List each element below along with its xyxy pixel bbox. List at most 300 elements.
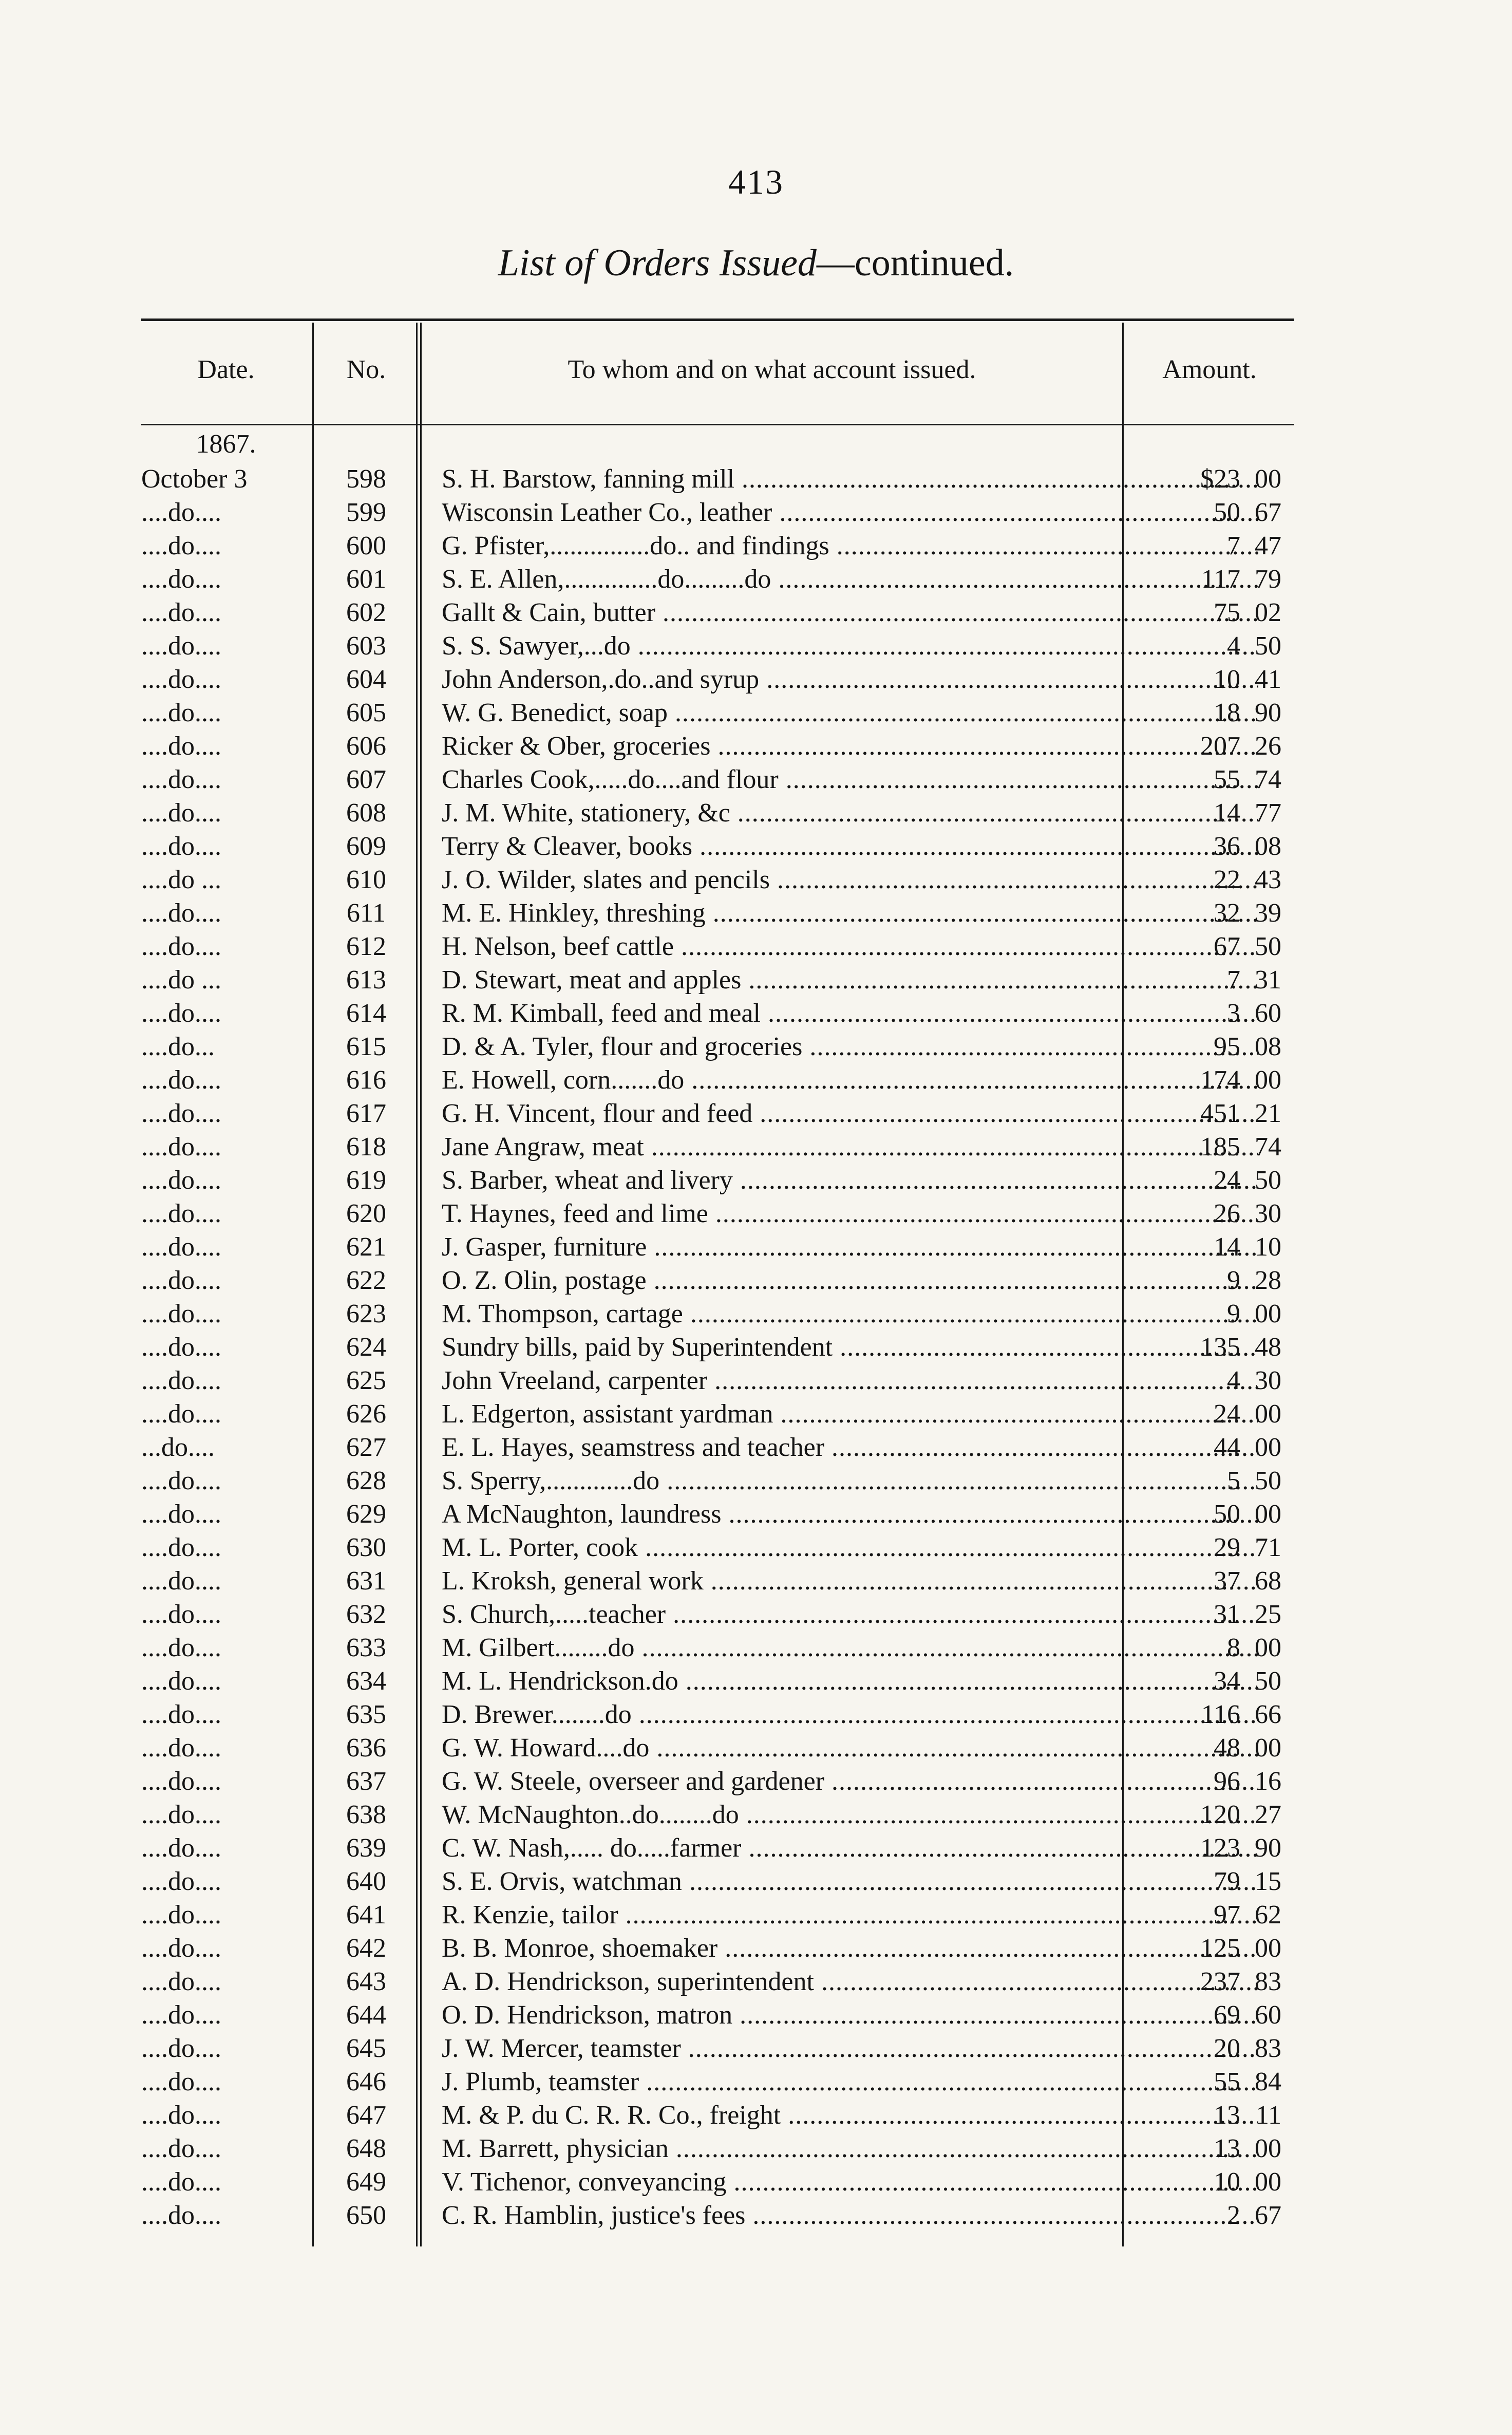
- table-row: [141, 1664, 1294, 1698]
- row-amount-cents: 11: [1255, 2101, 1281, 2130]
- row-amount: [1138, 1130, 1292, 1164]
- row-amount: [1138, 1464, 1292, 1497]
- page-title-rest: —continued.: [816, 242, 1014, 284]
- row-order-number: 650: [346, 2201, 386, 2230]
- row-date: ....do....: [141, 999, 221, 1028]
- row-description: W. G. Benedict, soap .....: [442, 696, 1258, 729]
- row-amount: [1138, 1097, 1292, 1130]
- row-date: ....do....: [141, 1299, 221, 1328]
- table-row: [141, 1297, 1294, 1331]
- row-amount-dollars: 237: [1200, 1967, 1240, 1996]
- header-description: To whom and on what account issued.: [568, 355, 976, 384]
- row-amount-cents: 00: [1255, 2134, 1281, 2163]
- row-amount-cents: 74: [1255, 1132, 1281, 1162]
- row-amount-dollars: 67: [1214, 932, 1240, 961]
- row-date: ....do....: [141, 2034, 221, 2063]
- table-row: [141, 1497, 1294, 1531]
- row-amount-dollars: 207: [1200, 732, 1240, 761]
- table-row: [141, 1698, 1294, 1731]
- table-row: [141, 1998, 1294, 2032]
- row-date: ....do....: [141, 1099, 221, 1128]
- row-amount-cents: 15: [1255, 1867, 1281, 1896]
- row-date: ....do....: [141, 1867, 221, 1896]
- row-amount: [1138, 863, 1292, 896]
- row-amount-cents: 00: [1255, 1633, 1281, 1662]
- table-row: [141, 997, 1294, 1030]
- page-number: 413: [728, 162, 784, 201]
- row-date: ....do....: [141, 1800, 221, 1829]
- row-description: John Anderson,.do..and syrup .....: [442, 663, 1258, 696]
- row-amount-cents: 66: [1255, 1700, 1281, 1729]
- row-amount: [1138, 1063, 1292, 1097]
- table-row: [141, 830, 1294, 863]
- row-order-number: 610: [346, 865, 386, 894]
- row-date: ....do....: [141, 565, 221, 594]
- row-amount: [1138, 1865, 1292, 1898]
- row-amount-dollars: 7: [1227, 965, 1240, 995]
- table-row: [141, 2032, 1294, 2065]
- row-order-number: 647: [346, 2101, 386, 2130]
- row-description: C. R. Hamblin, justice's fees .....: [442, 2199, 1258, 2232]
- row-amount: [1138, 997, 1292, 1030]
- row-order-number: 598: [346, 464, 386, 494]
- row-amount: [1138, 1364, 1292, 1397]
- row-amount-cents: 08: [1255, 832, 1281, 861]
- row-date: ....do....: [141, 2201, 221, 2230]
- row-amount-cents: 28: [1255, 1266, 1281, 1295]
- table-row: [141, 1598, 1294, 1631]
- row-date: ....do....: [141, 1366, 221, 1395]
- row-amount-cents: 48: [1255, 1333, 1281, 1362]
- row-description: Wisconsin Leather Co., leather .....: [442, 496, 1258, 529]
- table-row: [141, 529, 1294, 563]
- table-row: [141, 462, 1294, 496]
- row-amount-dollars: 451: [1200, 1099, 1240, 1128]
- row-amount-cents: 31: [1255, 965, 1281, 995]
- row-description: S. E. Orvis, watchman .....: [442, 1865, 1258, 1898]
- row-description: B. B. Monroe, shoemaker .....: [442, 1932, 1258, 1965]
- row-date: ....do....: [141, 1733, 221, 1763]
- table-row: [141, 1464, 1294, 1497]
- table-row: [141, 563, 1294, 596]
- row-date: ....do....: [141, 898, 221, 928]
- table-row: [141, 696, 1294, 729]
- row-date: ....do....: [141, 1666, 221, 1696]
- table-row: [141, 1164, 1294, 1197]
- row-date: ...do....: [141, 1433, 215, 1462]
- row-amount-dollars: 185: [1200, 1132, 1240, 1162]
- row-amount-dollars: 95: [1214, 1032, 1240, 1061]
- row-amount-cents: 00: [1255, 1299, 1281, 1328]
- row-amount-cents: 30: [1255, 1199, 1281, 1228]
- row-amount-cents: 50: [1255, 1466, 1281, 1495]
- row-order-number: 644: [346, 2000, 386, 2030]
- row-date: ....do....: [141, 1967, 221, 1996]
- table-row: [141, 596, 1294, 629]
- row-amount-dollars: 37: [1214, 1566, 1240, 1596]
- row-order-number: 626: [346, 1399, 386, 1429]
- row-description: M. E. Hinkley, threshing .....: [442, 896, 1258, 930]
- row-amount-dollars: 13: [1214, 2101, 1240, 2130]
- row-date: ....do....: [141, 498, 221, 527]
- row-description: H. Nelson, beef cattle .....: [442, 930, 1258, 963]
- row-order-number: 638: [346, 1800, 386, 1829]
- row-date: ....do....: [141, 1566, 221, 1596]
- row-amount-dollars: 125: [1200, 1934, 1240, 1963]
- row-amount: [1138, 896, 1292, 930]
- row-amount-cents: 00: [1255, 1733, 1281, 1763]
- row-amount: [1138, 1531, 1292, 1564]
- row-date: ....do....: [141, 1633, 221, 1662]
- row-description: D. Brewer........do .....: [442, 1698, 1258, 1731]
- row-description: L. Kroksh, general work .....: [442, 1564, 1258, 1598]
- row-description: J. Plumb, teamster .....: [442, 2065, 1258, 2099]
- row-description: M. Thompson, cartage .....: [442, 1297, 1258, 1331]
- row-amount: [1138, 1765, 1292, 1798]
- row-order-number: 623: [346, 1299, 386, 1328]
- table-row: [141, 963, 1294, 997]
- row-description: A. D. Hendrickson, superintendent .....: [442, 1965, 1258, 1998]
- row-amount: [1138, 1397, 1292, 1431]
- row-amount-cents: 43: [1255, 865, 1281, 894]
- row-amount: [1138, 796, 1292, 830]
- row-date: ....do...: [141, 1032, 215, 1061]
- row-order-number: 614: [346, 999, 386, 1028]
- row-amount-cents: 67: [1255, 2201, 1281, 2230]
- row-amount: [1138, 1431, 1292, 1464]
- row-amount-cents: 77: [1255, 798, 1281, 828]
- row-amount-dollars: 97: [1214, 1900, 1240, 1930]
- row-amount: [1138, 1264, 1292, 1297]
- row-amount: [1138, 1664, 1292, 1698]
- page-title: [0, 241, 1512, 285]
- row-description: S. Sperry,.............do .....: [442, 1464, 1258, 1497]
- row-amount-cents: 41: [1255, 665, 1281, 694]
- row-amount-dollars: 10: [1214, 665, 1240, 694]
- row-order-number: 646: [346, 2067, 386, 2096]
- row-amount-dollars: 13: [1214, 2134, 1240, 2163]
- row-amount: [1138, 1898, 1292, 1932]
- row-order-number: 649: [346, 2167, 386, 2197]
- row-description: J. M. White, stationery, &c .....: [442, 796, 1258, 830]
- row-description: Terry & Cleaver, books .....: [442, 830, 1258, 863]
- row-order-number: 632: [346, 1600, 386, 1629]
- table-row: [141, 1130, 1294, 1164]
- row-amount: [1138, 729, 1292, 763]
- row-order-number: 600: [346, 531, 386, 560]
- row-amount-cents: 39: [1255, 898, 1281, 928]
- row-amount-cents: 68: [1255, 1566, 1281, 1596]
- row-description: M. Gilbert........do .....: [442, 1631, 1258, 1664]
- table-row: [141, 1898, 1294, 1932]
- table-row: [141, 1965, 1294, 1998]
- row-amount: [1138, 1831, 1292, 1865]
- table-row: [141, 763, 1294, 796]
- row-date: October 3: [141, 464, 248, 494]
- row-amount: [1138, 2199, 1292, 2232]
- row-amount: [1138, 1598, 1292, 1631]
- row-amount-cents: 60: [1255, 2000, 1281, 2030]
- table-row: [141, 930, 1294, 963]
- row-description: G. W. Steele, overseer and gardener .....: [442, 1765, 1258, 1798]
- row-amount-dollars: 10: [1214, 2167, 1240, 2197]
- row-description: Charles Cook,.....do....and flour .....: [442, 763, 1258, 796]
- table-row: [141, 1631, 1294, 1664]
- row-amount: [1138, 2165, 1292, 2199]
- row-amount-dollars: 20: [1214, 2034, 1240, 2063]
- row-description: G. Pfister,...............do.. and findings .....: [442, 529, 1258, 563]
- row-amount-dollars: 50: [1214, 1500, 1240, 1529]
- row-date: ....do....: [141, 832, 221, 861]
- table-row: [141, 1431, 1294, 1464]
- row-amount-cents: 60: [1255, 999, 1281, 1028]
- table-row: [141, 2065, 1294, 2099]
- row-amount: [1138, 696, 1292, 729]
- row-amount: [1138, 1564, 1292, 1598]
- row-description: Ricker & Ober, groceries .....: [442, 729, 1258, 763]
- row-description: Sundry bills, paid by Superintendent .....: [442, 1331, 1258, 1364]
- table-header-rule: [141, 424, 1294, 425]
- row-order-number: 602: [346, 598, 386, 627]
- row-amount: [1138, 1998, 1292, 2032]
- row-amount-cents: 83: [1255, 1967, 1281, 1996]
- row-order-number: 622: [346, 1266, 386, 1295]
- row-amount-dollars: 29: [1214, 1533, 1240, 1562]
- row-date: ....do....: [141, 1132, 221, 1162]
- row-description: S. Barber, wheat and livery .....: [442, 1164, 1258, 1197]
- row-date: ....do ...: [141, 965, 221, 995]
- row-date: ....do....: [141, 2134, 221, 2163]
- row-description: O. D. Hendrickson, matron .....: [442, 1998, 1258, 2032]
- row-amount-dollars: 5: [1227, 1466, 1240, 1495]
- row-amount: [1138, 930, 1292, 963]
- row-amount-cents: 83: [1255, 2034, 1281, 2063]
- table-row: [141, 496, 1294, 529]
- row-order-number: 613: [346, 965, 386, 995]
- row-amount-cents: 00: [1255, 1433, 1281, 1462]
- row-date: ....do....: [141, 1767, 221, 1796]
- row-amount: [1138, 1965, 1292, 1998]
- row-description: J. O. Wilder, slates and pencils .....: [442, 863, 1258, 896]
- row-order-number: 606: [346, 732, 386, 761]
- row-description: S. Church,.....teacher .....: [442, 1598, 1258, 1631]
- row-description: R. Kenzie, tailor .....: [442, 1898, 1258, 1932]
- row-amount-cents: 90: [1255, 1833, 1281, 1863]
- year-label: 1867.: [196, 429, 256, 459]
- row-amount-dollars: 32: [1214, 898, 1240, 928]
- page-title-italic: List of Orders Issued: [498, 242, 817, 284]
- row-amount-dollars: 26: [1214, 1199, 1240, 1228]
- row-amount-dollars: 48: [1214, 1733, 1240, 1763]
- row-order-number: 612: [346, 932, 386, 961]
- row-order-number: 625: [346, 1366, 386, 1395]
- row-description: M. L. Porter, cook .....: [442, 1531, 1258, 1564]
- row-amount-dollars: 123: [1200, 1833, 1240, 1863]
- row-order-number: 642: [346, 1934, 386, 1963]
- row-order-number: 645: [346, 2034, 386, 2063]
- row-order-number: 643: [346, 1967, 386, 1996]
- row-date: ....do....: [141, 932, 221, 961]
- row-amount-cents: 00: [1255, 2167, 1281, 2197]
- table-row: [141, 2132, 1294, 2165]
- row-order-number: 617: [346, 1099, 386, 1128]
- row-amount: [1138, 1497, 1292, 1531]
- row-amount-cents: 00: [1255, 1934, 1281, 1963]
- row-amount-dollars: 31: [1214, 1600, 1240, 1629]
- table-row: [141, 2099, 1294, 2132]
- row-amount-dollars: 116: [1201, 1700, 1240, 1729]
- row-amount-cents: 71: [1255, 1533, 1281, 1562]
- row-order-number: 639: [346, 1833, 386, 1863]
- row-order-number: 633: [346, 1633, 386, 1662]
- row-description: E. L. Hayes, seamstress and teacher .....: [442, 1431, 1258, 1464]
- row-amount-cents: 08: [1255, 1032, 1281, 1061]
- row-order-number: 636: [346, 1733, 386, 1763]
- row-date: ....do....: [141, 2067, 221, 2096]
- row-description: S. S. Sawyer,...do .....: [442, 629, 1258, 663]
- row-order-number: 621: [346, 1232, 386, 1262]
- row-description: R. M. Kimball, feed and meal .....: [442, 997, 1258, 1030]
- row-amount-cents: 30: [1255, 1366, 1281, 1395]
- row-amount-cents: 50: [1255, 631, 1281, 661]
- row-amount-cents: 47: [1255, 531, 1281, 560]
- row-amount: [1138, 1932, 1292, 1965]
- row-amount: [1138, 596, 1292, 629]
- row-amount: [1138, 2099, 1292, 2132]
- row-order-number: 620: [346, 1199, 386, 1228]
- table-body: [141, 462, 1294, 2232]
- row-amount: [1138, 1164, 1292, 1197]
- row-date: ....do....: [141, 1466, 221, 1495]
- row-description: V. Tichenor, conveyancing .....: [442, 2165, 1258, 2199]
- row-description: Jane Angraw, meat .....: [442, 1130, 1258, 1164]
- row-amount-cents: 67: [1255, 498, 1281, 527]
- table-row: [141, 1063, 1294, 1097]
- table-top-rule: [141, 319, 1294, 321]
- row-amount-dollars: 2: [1227, 2201, 1240, 2230]
- row-date: ....do....: [141, 1934, 221, 1963]
- row-date: ....do....: [141, 1533, 221, 1562]
- row-order-number: 607: [346, 765, 386, 794]
- row-date: ....do....: [141, 765, 221, 794]
- row-description: T. Haynes, feed and lime .....: [442, 1197, 1258, 1230]
- row-description: J. Gasper, furniture .....: [442, 1230, 1258, 1264]
- row-order-number: 624: [346, 1333, 386, 1362]
- row-description: G. W. Howard....do .....: [442, 1731, 1258, 1765]
- table-row: [141, 796, 1294, 830]
- row-order-number: 627: [346, 1433, 386, 1462]
- row-amount-dollars: 8: [1227, 1633, 1240, 1662]
- row-date: ....do....: [141, 2101, 221, 2130]
- row-amount-cents: 27: [1255, 1800, 1281, 1829]
- row-amount-cents: 50: [1255, 932, 1281, 961]
- row-amount: [1138, 1030, 1292, 1063]
- row-amount-cents: 84: [1255, 2067, 1281, 2096]
- row-amount-dollars: 75: [1214, 598, 1240, 627]
- row-order-number: 618: [346, 1132, 386, 1162]
- row-amount-dollars: 120: [1200, 1800, 1240, 1829]
- row-amount: [1138, 963, 1292, 997]
- row-description: O. Z. Olin, postage .....: [442, 1264, 1258, 1297]
- row-date: ....do....: [141, 1266, 221, 1295]
- row-amount: [1138, 663, 1292, 696]
- header-amount: Amount.: [1162, 355, 1257, 384]
- row-amount-dollars: 117: [1201, 565, 1240, 594]
- row-amount-dollars: 14: [1214, 798, 1240, 828]
- row-description: M. L. Hendrickson.do .....: [442, 1664, 1258, 1698]
- row-amount-dollars: 9: [1227, 1266, 1240, 1295]
- row-amount: [1138, 2032, 1292, 2065]
- row-amount-cents: 50: [1255, 1666, 1281, 1696]
- table-row: [141, 1230, 1294, 1264]
- row-date: ....do....: [141, 798, 221, 828]
- row-amount-dollars: 14: [1214, 1232, 1240, 1262]
- row-amount-dollars: 7: [1227, 531, 1240, 560]
- row-date: ....do....: [141, 1166, 221, 1195]
- row-date: ....do....: [141, 665, 221, 694]
- row-order-number: 640: [346, 1867, 386, 1896]
- row-amount-dollars: 22: [1214, 865, 1240, 894]
- row-date: ....do....: [141, 1399, 221, 1429]
- row-date: ....do....: [141, 1232, 221, 1262]
- row-amount: [1138, 496, 1292, 529]
- row-order-number: 608: [346, 798, 386, 828]
- row-description: E. Howell, corn.......do .....: [442, 1063, 1258, 1097]
- row-amount-cents: 02: [1255, 598, 1281, 627]
- row-date: ....do....: [141, 2000, 221, 2030]
- row-amount-dollars: 9: [1227, 1299, 1240, 1328]
- row-order-number: 604: [346, 665, 386, 694]
- row-amount-cents: 00: [1255, 1399, 1281, 1429]
- row-amount: [1138, 563, 1292, 596]
- row-date: ....do....: [141, 598, 221, 627]
- row-date: ....do....: [141, 1199, 221, 1228]
- table-row: [141, 2165, 1294, 2199]
- table-row: [141, 663, 1294, 696]
- table-row: [141, 1865, 1294, 1898]
- row-date: ....do....: [141, 1500, 221, 1529]
- row-description: D. & A. Tyler, flour and groceries .....: [442, 1030, 1258, 1063]
- table-row: [141, 1831, 1294, 1865]
- row-order-number: 637: [346, 1767, 386, 1796]
- row-description: C. W. Nash,..... do.....farmer .....: [442, 1831, 1258, 1865]
- row-order-number: 648: [346, 2134, 386, 2163]
- row-date: ....do....: [141, 531, 221, 560]
- row-description: John Vreeland, carpenter .....: [442, 1364, 1258, 1397]
- row-description: W. McNaughton..do........do .....: [442, 1798, 1258, 1831]
- row-order-number: 605: [346, 698, 386, 727]
- row-amount-dollars: 36: [1214, 832, 1240, 861]
- row-amount: [1138, 1731, 1292, 1765]
- table-row: [141, 1531, 1294, 1564]
- row-amount-dollars: 3: [1227, 999, 1240, 1028]
- row-amount: [1138, 1197, 1292, 1230]
- row-description: G. H. Vincent, flour and feed .....: [442, 1097, 1258, 1130]
- table-row: [141, 629, 1294, 663]
- row-order-number: 634: [346, 1666, 386, 1696]
- row-amount: [1138, 1631, 1292, 1664]
- row-amount: [1138, 2065, 1292, 2099]
- row-amount-dollars: 4: [1227, 631, 1240, 661]
- row-order-number: 630: [346, 1533, 386, 1562]
- row-date: ....do....: [141, 2167, 221, 2197]
- row-amount: [1138, 2132, 1292, 2165]
- row-amount-cents: 50: [1255, 1166, 1281, 1195]
- row-order-number: 609: [346, 832, 386, 861]
- table-row: [141, 1030, 1294, 1063]
- row-amount-cents: 62: [1255, 1900, 1281, 1930]
- table-row: [141, 1264, 1294, 1297]
